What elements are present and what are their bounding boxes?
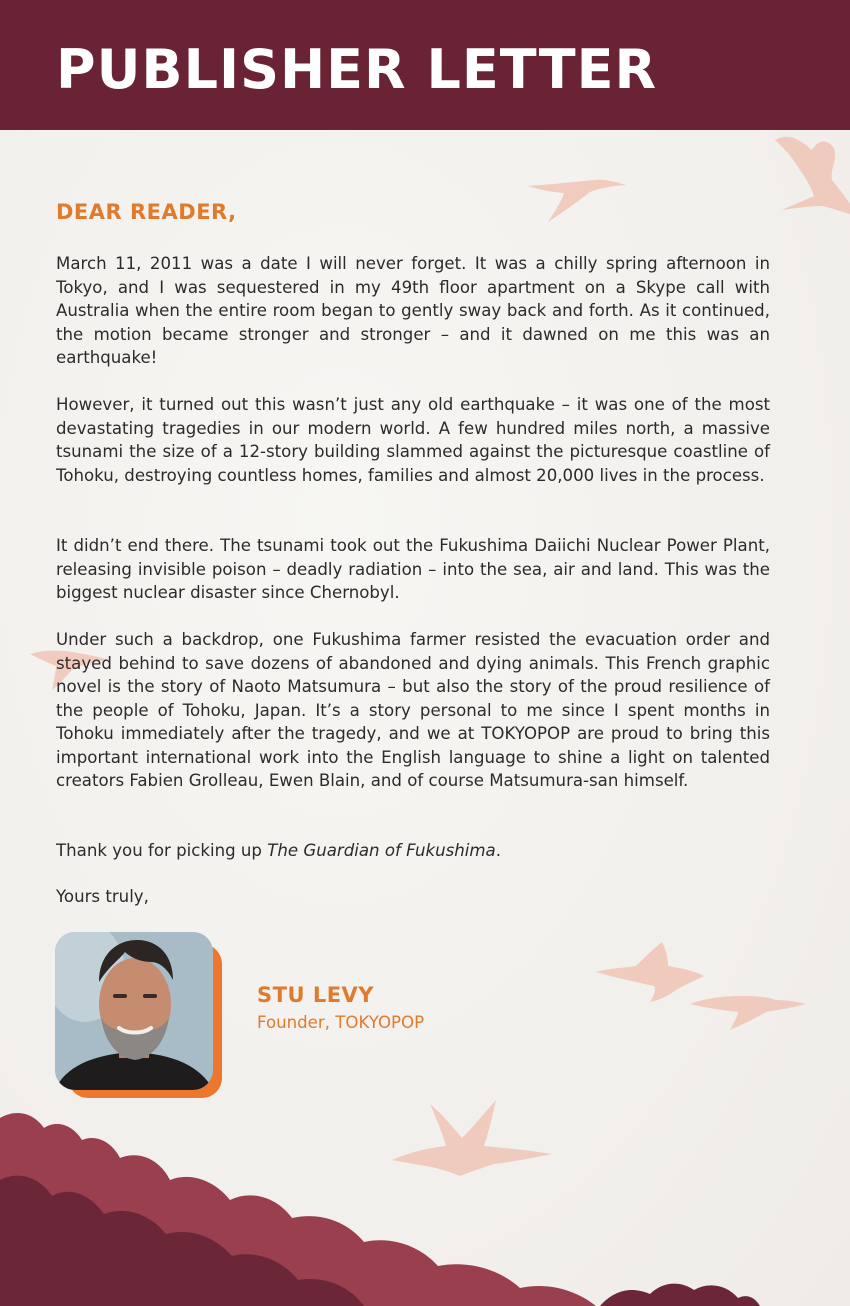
letter-paragraph: Under such a backdrop, one Fukushima farmer resisted the evacuation order and stayed behind to save dozens of abandoned and dying animals. This French graphic novel is the story of Naoto Matsumura – but also the story of the proud resilience of the people of Tohoku, Japan. It’s a story personal to me since I spent months in Tohoku immediately after the tragedy, and we at TOKYOPOP are proud to bring this important international work into the English language to shine a light on talented creators Fabien Grolleau, Ewen Blain, and of course Matsumura-san himself.: [56, 630, 770, 790]
crane-icon: [528, 180, 626, 222]
letter-paragraph: It didn’t end there. The tsunami took out the Fukushima Daiichi Nuclear Power Plant, releasing invisible poison – deadly radiation – into the sea, air and land. This was the biggest nuclear disaster since Chernobyl.: [56, 536, 770, 602]
thanks-text: Thank you for picking up: [56, 841, 268, 860]
page-header: [0, 0, 850, 130]
crane-icon: [690, 996, 806, 1030]
letter-greeting: DEAR READER,: [56, 200, 237, 224]
crane-icon: [596, 942, 704, 1002]
author-portrait-icon: [55, 932, 213, 1090]
signature-title: Founder, TOKYOPOP: [257, 1013, 425, 1032]
crane-icon: [392, 1100, 552, 1176]
letter-paragraph: However, it turned out this wasn’t just any old earthquake – it was one of the most devastating tragedies in our modern world. A few hundred miles north, a massive tsunami the size of a 12-story building slammed against the picturesque coastline of Tohoku, destroying countless homes, families and almost 20,000 lives in the process.: [56, 395, 770, 485]
letter-thanks: [56, 839, 770, 863]
crane-icon: [775, 137, 850, 214]
mountain-silhouettes: [0, 1113, 760, 1306]
book-title: The Guardian of Fukushima: [267, 841, 496, 860]
page-title: PUBLISHER LETTER: [56, 38, 658, 101]
signature-name: STU LEVY: [257, 983, 374, 1007]
letter-paragraph: March 11, 2011 was a date I will never forget. It was a chilly spring afternoon in Tokyo, and I was sequestered in my 49th floor apartment on a Skype call with Australia when the entire room began to gently sway back and forth. As it continued, the motion became stronger and stronger – and it dawned on me this was an earthquake!: [56, 254, 770, 367]
thanks-punctuation: .: [495, 841, 501, 860]
letter-closing: Yours truly,: [56, 887, 149, 906]
author-photo: [55, 932, 213, 1090]
